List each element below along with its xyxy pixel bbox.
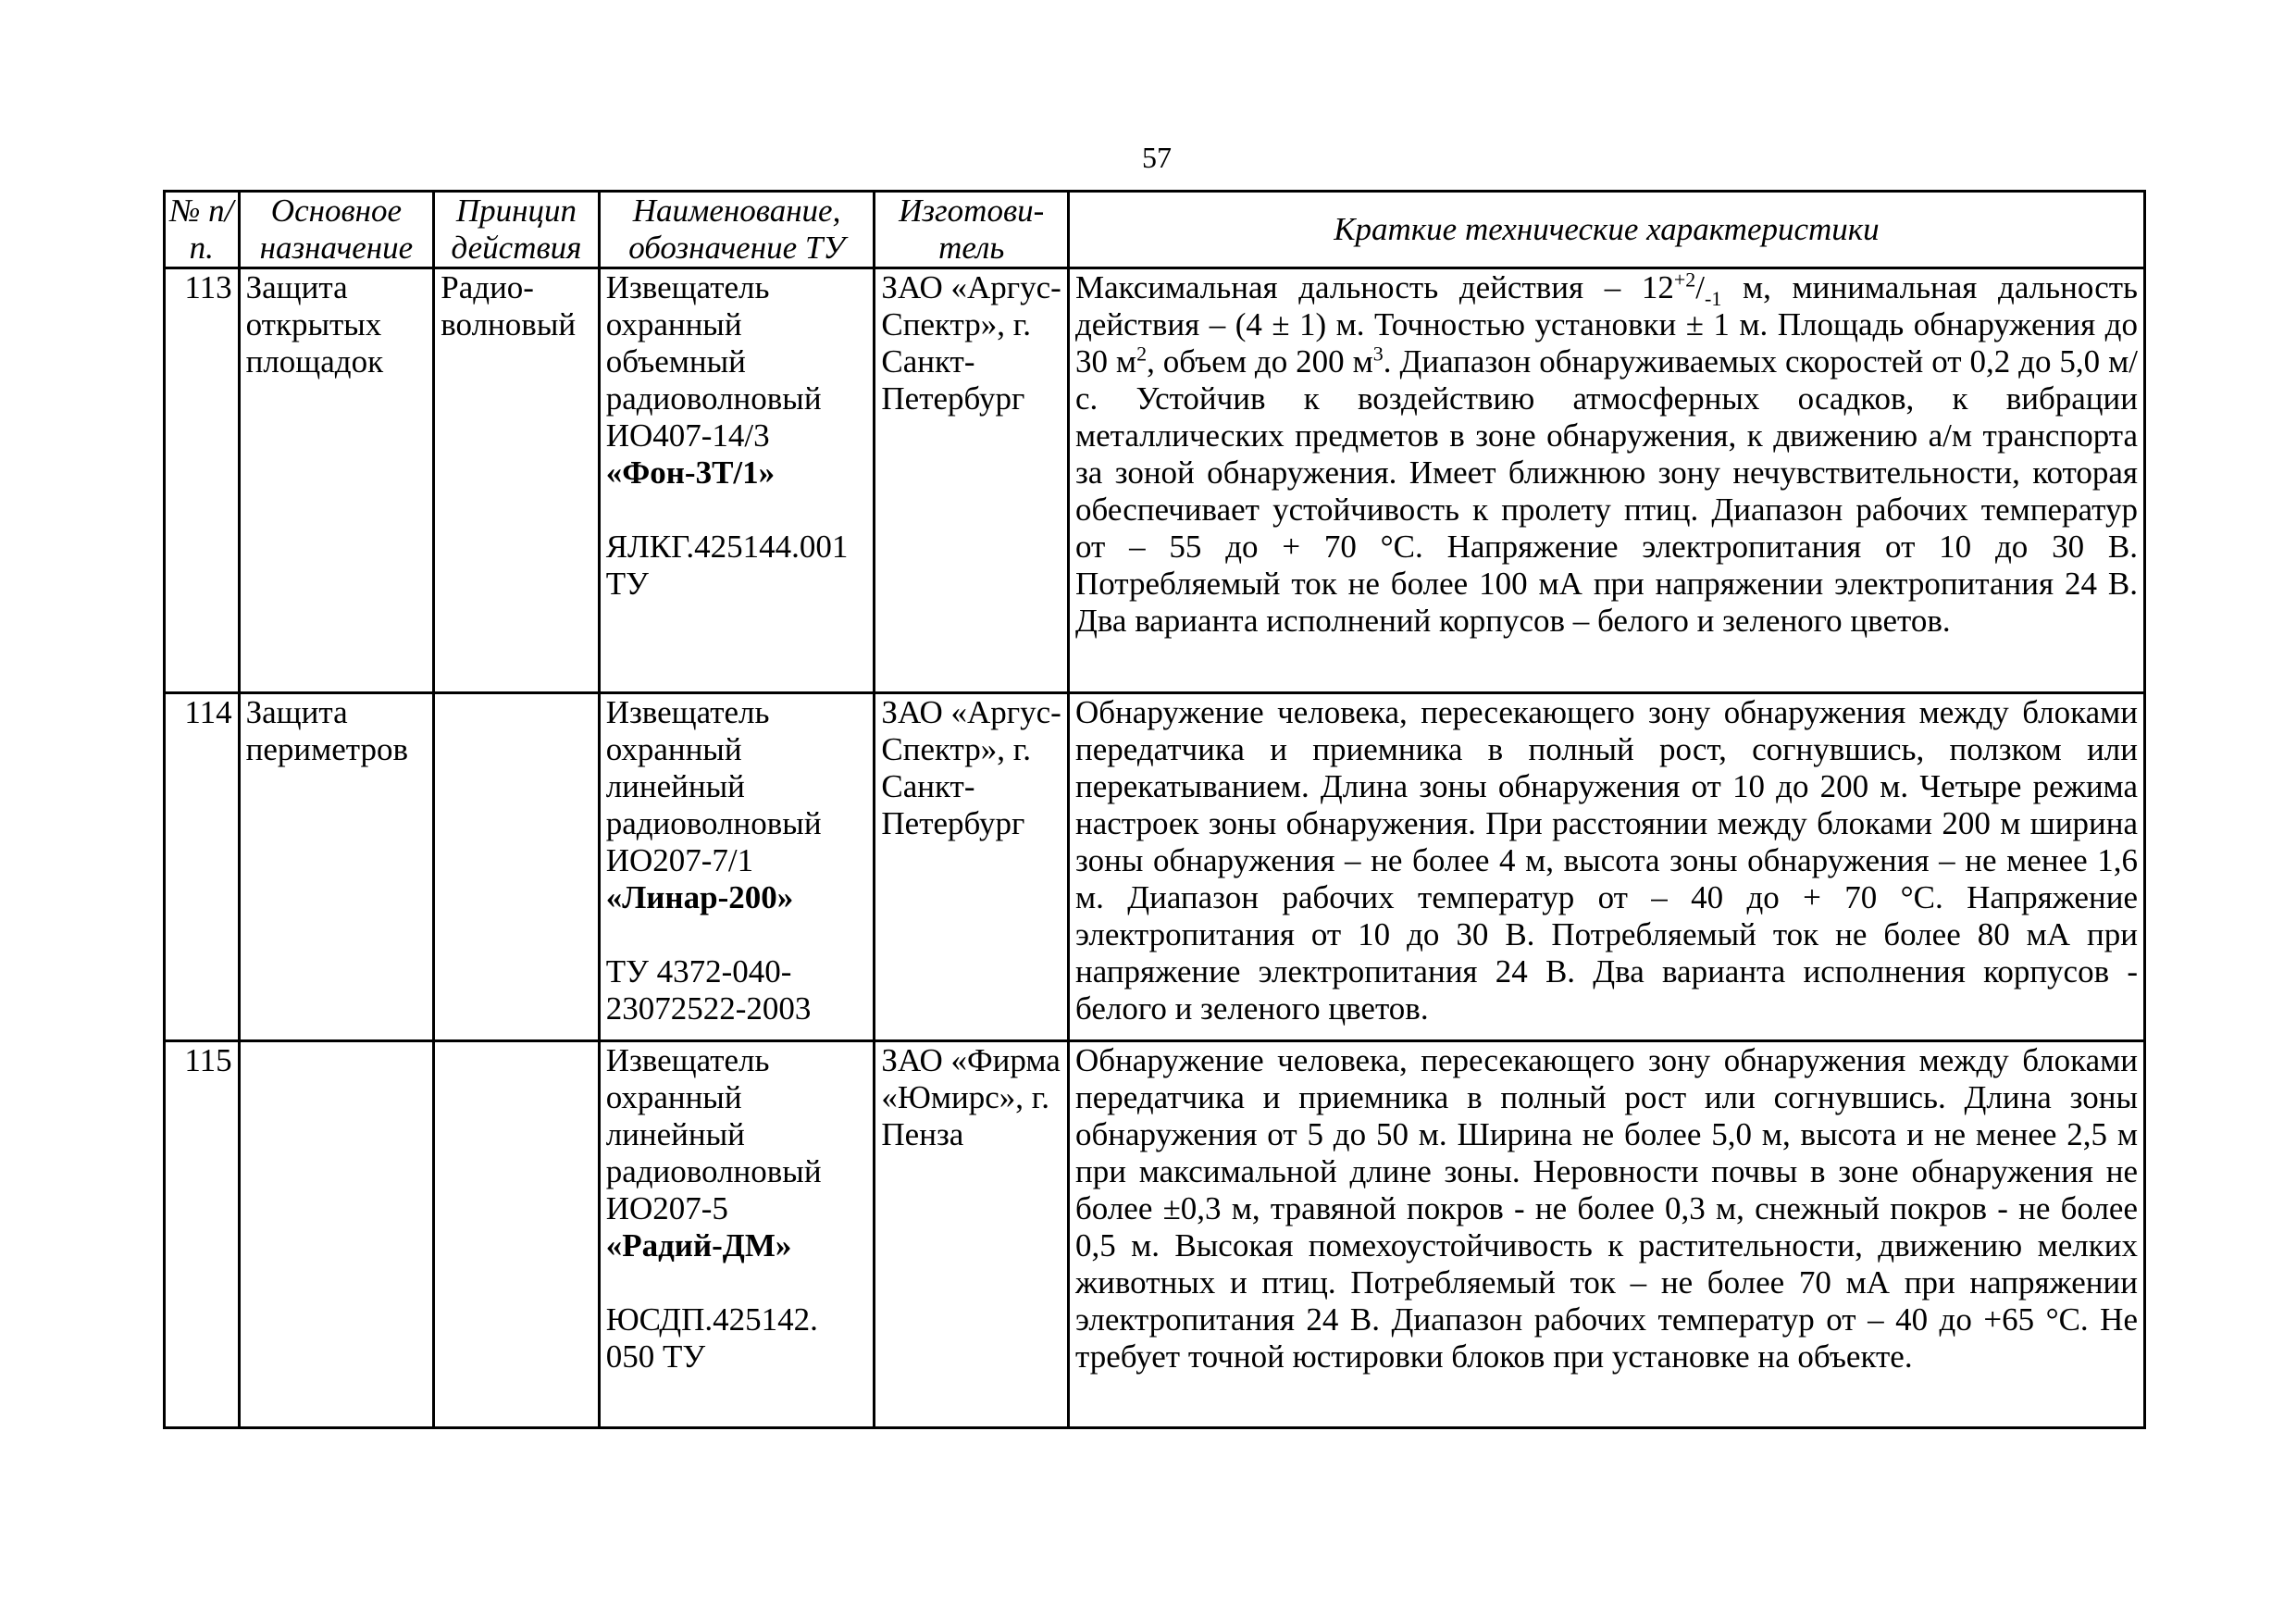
table-row	[165, 268, 2145, 693]
name-cell	[599, 268, 875, 693]
maker-cell: ЗАО «Аргус-Спектр», г. Санкт-Петербург	[875, 268, 1069, 693]
name-cell	[599, 1041, 875, 1428]
device-name: Извещатель охранный линейный радиоволновый ИО207-5	[605, 1042, 822, 1226]
specification-table	[163, 190, 2146, 1429]
row-number: 113	[165, 268, 240, 693]
purpose-cell: Защита открытых площадок	[239, 268, 434, 693]
device-model: «Радий-ДМ»	[605, 1227, 792, 1263]
device-tu: ЯЛКГ.425144.001 ТУ	[605, 529, 849, 602]
header-num: № п/п.	[165, 192, 240, 268]
header-purpose: Основное назначение	[239, 192, 434, 268]
table-row	[165, 693, 2145, 1041]
row-number: 114	[165, 693, 240, 1041]
principle-cell: Радио-волновый	[434, 268, 599, 693]
header-principle: Принцип действия	[434, 192, 599, 268]
maker-cell: ЗАО «Фирма «Юмирс», г. Пенза	[875, 1041, 1069, 1428]
principle-cell	[434, 1041, 599, 1428]
principle-cell	[434, 693, 599, 1041]
device-model: «Линар-200»	[605, 879, 794, 915]
purpose-cell	[239, 1041, 434, 1428]
characteristics-cell: Максимальная дальность действия – $12^{+2}/_{-1}$ м, минимальная дальность действия – (4 ± 1) м. Точностью установки ± 1 м. Площадь обнаружения до 30 $м^2$, объем до 200 $м^3$. Диапазон обнаруживаемых скоростей от 0,2 до 5,0 м/с. Устойчив к воздействию атмосферных осадков, к вибрации металлических предметов в зоне обнаружения, к движению а/м транспорта за зоной обнаружения. Имеет ближнюю зону нечувствительности, которая обеспечивает устойчивость к пролету птиц. Диапазон рабочих температур от – 55 до + 70 °С. Напряжение электропитания от 10 до 30 В. Потребляемый ток не более 100 мА при напряжении электропитания 24 В. Два варианта исполнений корпусов – белого и зеленого цветов.	[1068, 268, 2144, 693]
header-name: Наименование, обозначение ТУ	[599, 192, 875, 268]
name-cell	[599, 693, 875, 1041]
device-name: Извещатель охранный объемный радиоволновый ИО407-14/3	[605, 269, 822, 454]
row-number: 115	[165, 1041, 240, 1428]
table-header-row	[165, 192, 2145, 268]
purpose-cell: Защита периметров	[239, 693, 434, 1041]
device-tu: ТУ 4372-040-23072522-2003	[605, 953, 812, 1027]
device-name: Извещатель охранный линейный радиоволновый ИО207-7/1	[605, 694, 822, 878]
maker-cell: ЗАО «Аргус-Спектр», г. Санкт-Петербург	[875, 693, 1069, 1041]
header-maker: Изготови-тель	[875, 192, 1069, 268]
device-model: «Фон-3Т/1»	[605, 454, 776, 491]
header-chars: Краткие технические характеристики	[1068, 192, 2144, 268]
characteristics-cell: Обнаружение человека, пересекающего зону обнаружения между блоками передатчика и приемника в полный рост, согнувшись, ползком или перекатыванием. Длина зоны обнаружения от 10 до 200 м. Четыре режима настроек зоны обнаружения. При расстоянии между блоками 200 м ширина зоны обнаружения – не более 4 м, высота зоны обнаружения – не менее 1,6 м. Диапазон рабочих температур от – 40 до + 70 °С. Напряжение электропитания от 10 до 30 В. Потребляемый ток не более 80 мА при напряжение электропитания 24 В. Два варианта исполнения корпусов - белого и зеленого цветов.	[1068, 693, 2144, 1041]
page-number: 57	[1142, 141, 1172, 174]
device-tu: ЮСДП.425142. 050 ТУ	[605, 1301, 818, 1375]
table-row	[165, 1041, 2145, 1428]
characteristics-cell: Обнаружение человека, пересекающего зону обнаружения между блоками передатчика и приемника в полный рост или согнувшись. Длина зоны обнаружения от 5 до 50 м. Ширина не более 5,0 м, высота и не менее 2,5 м при максимальной длине зоны. Неровности почвы в зоне обнаружения не более ±0,3 м, травяной покров - не более 0,3 м, снежный покров - не более 0,5 м. Высокая помехоустойчивость к растительности, движению мелких животных и птиц. Потребляемый ток – не более 70 мА при напряжении электропитания 24 В. Диапазон рабочих температур от – 40 до +65 °С. Не требует точной юстировки блоков при установке на объекте.	[1068, 1041, 2144, 1428]
